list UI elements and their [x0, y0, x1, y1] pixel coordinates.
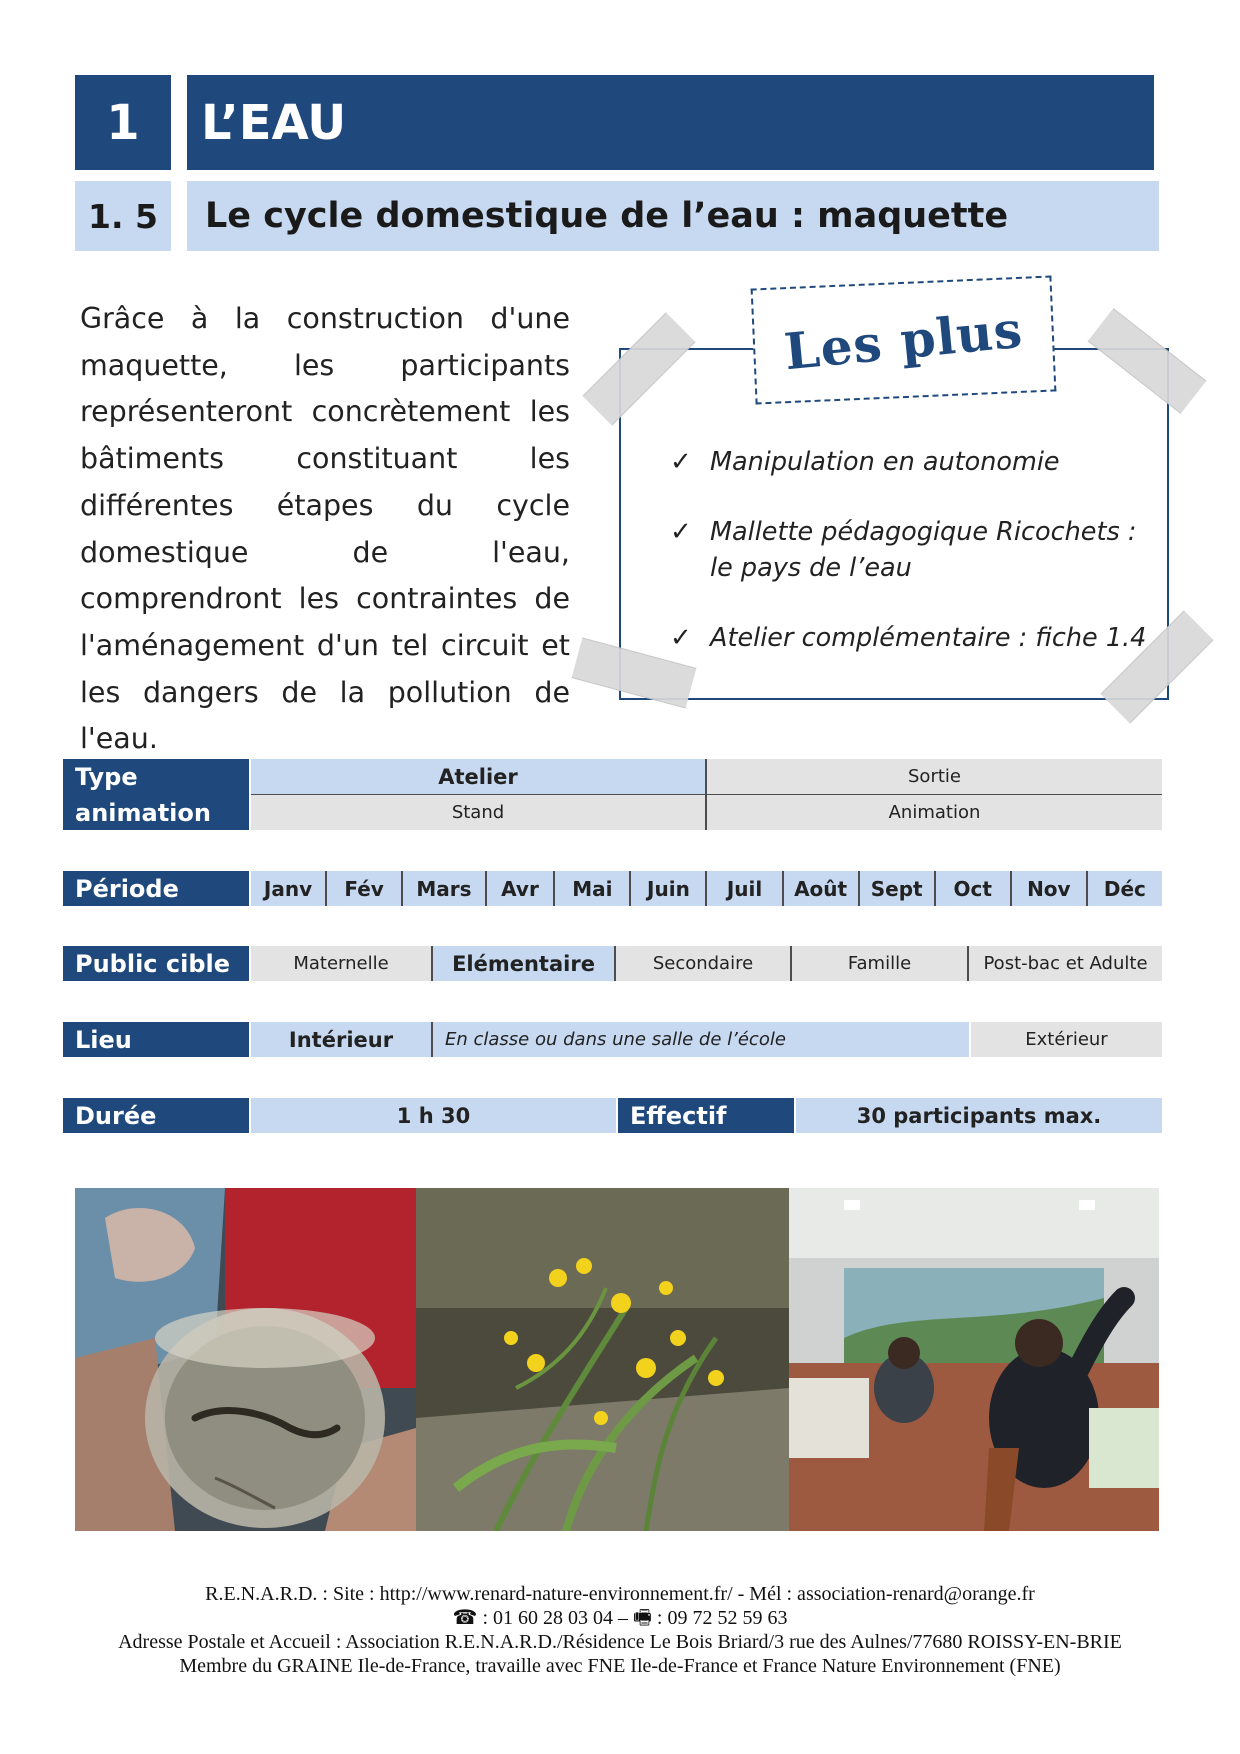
public-option-famille: Famille [792, 946, 969, 981]
les-plus-item: ✓ Manipulation en autonomie [670, 444, 1150, 480]
periode-label: Période [63, 871, 249, 906]
month-avr: Avr [487, 871, 556, 906]
month-juil: Juil [707, 871, 783, 906]
footer-membership-line: Membre du GRAINE Ile-de-France, travaille avec FNE Ile-de-France et France Nature Environnement (FNE) [179, 1655, 1061, 1677]
public-option-elementaire: Elémentaire [433, 946, 616, 981]
chapter-title: L’EAU [187, 75, 1154, 170]
public-option-postbac: Post-bac et Adulte [969, 946, 1162, 981]
chapter-number: 1 [75, 75, 171, 170]
month-aout: Août [784, 871, 860, 906]
lieu-label: Lieu [63, 1022, 249, 1057]
month-mars: Mars [403, 871, 486, 906]
public-option-maternelle: Maternelle [251, 946, 433, 981]
type-option-atelier: Atelier [251, 759, 707, 794]
month-juin: Juin [631, 871, 707, 906]
lieu-exterieur: Extérieur [969, 1022, 1162, 1057]
month-mai: Mai [555, 871, 631, 906]
duree-value: 1 h 30 [251, 1098, 616, 1133]
public-cible-label: Public cible [63, 946, 249, 981]
effectif-label: Effectif [618, 1098, 794, 1133]
public-option-secondaire: Secondaire [616, 946, 792, 981]
les-plus-title: Les plus [781, 299, 1026, 381]
month-dec: Déc [1088, 871, 1162, 906]
photo-classroom [789, 1188, 1159, 1531]
public-cible-options [251, 946, 1162, 981]
lieu-interieur: Intérieur [251, 1022, 433, 1057]
check-icon: ✓ [670, 447, 692, 477]
type-option-stand: Stand [251, 795, 707, 830]
les-plus-item: ✓ Atelier complémentaire : fiche 1.4 [670, 620, 1150, 656]
month-sept: Sept [860, 871, 936, 906]
row-divider [251, 794, 1162, 795]
section-title: Le cycle domestique de l’eau : maquette [187, 181, 1159, 251]
month-fev: Fév [327, 871, 403, 906]
section-number: 1. 5 [75, 181, 171, 251]
footer [0, 1582, 1240, 1678]
les-plus-item: ✓ Mallette pédagogique Ricochets : le pays de l’eau [670, 514, 1150, 586]
footer-contact-line: R.E.N.A.R.D. : Site : http://www.renard-nature-environnement.fr/ - Mél : association-renard@orange.fr [205, 1583, 1035, 1605]
les-plus-title-frame [751, 275, 1057, 404]
les-plus-list [670, 444, 1150, 690]
month-nov: Nov [1012, 871, 1088, 906]
lieu-options [251, 1022, 1162, 1057]
month-oct: Oct [936, 871, 1012, 906]
month-janv: Janv [251, 871, 327, 906]
intro-paragraph: Grâce à la construction d'une maquette, les participants représenteront concrètement les bâtiments constituant les différentes étapes du cycle domestique de l'eau, comprendront les contraintes de l'aménagement d'un tel circuit et les dangers de la pollution de l'eau. [80, 302, 570, 756]
type-option-animation: Animation [707, 795, 1162, 830]
check-icon: ✓ [670, 623, 692, 653]
periode-months [251, 871, 1162, 906]
footer-address-line: Adresse Postale et Accueil : Association R.E.N.A.R.D./Résidence Le Bois Briard/3 rue des Aulnes/77680 ROISSY-EN-BRIE [118, 1631, 1122, 1653]
photo-larva-in-jar [75, 1188, 416, 1531]
check-icon: ✓ [670, 517, 692, 547]
lieu-interieur-detail: En classe ou dans une salle de l’école [433, 1022, 969, 1057]
type-animation-label: Type animation [63, 759, 249, 830]
footer-phone-line: ☎ : 01 60 28 03 04 – 🖷 : 09 72 52 59 63 [452, 1607, 788, 1629]
effectif-value: 30 participants max. [796, 1098, 1162, 1133]
duree-label: Durée [63, 1098, 249, 1133]
type-option-sortie: Sortie [707, 759, 1162, 794]
photo-yellow-flowers-pond [416, 1188, 789, 1531]
